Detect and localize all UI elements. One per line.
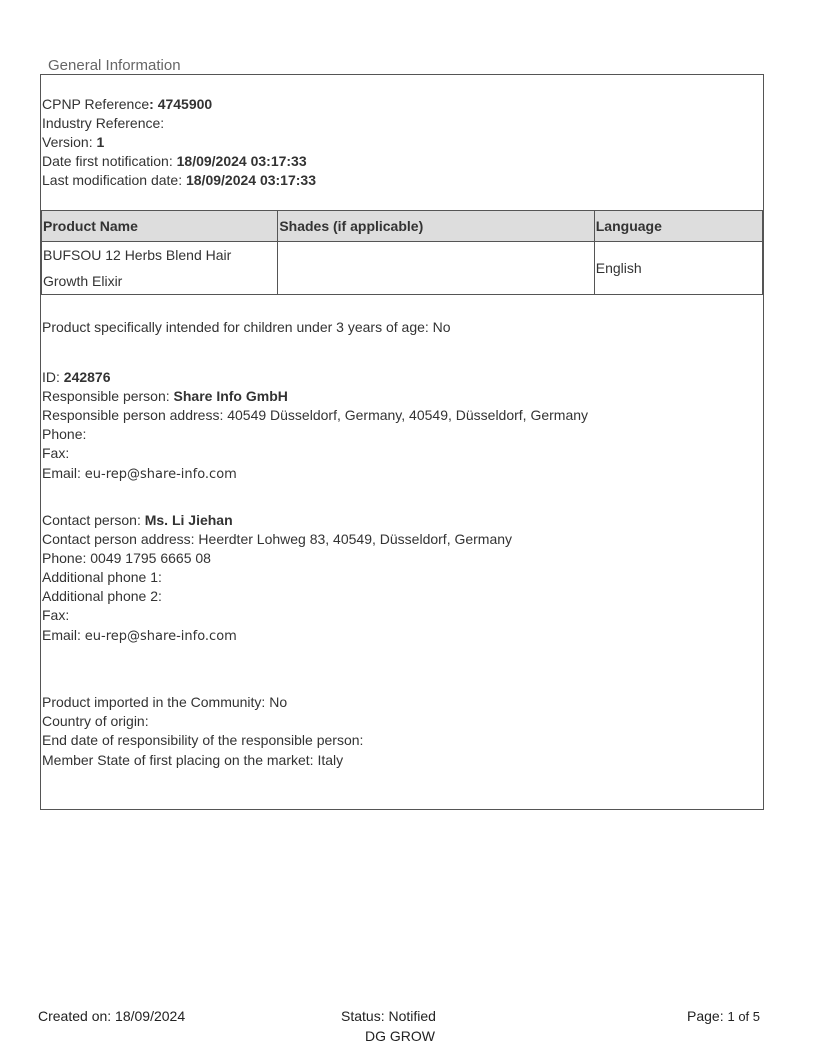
last-mod-label: Last modification date:: [42, 172, 186, 188]
contact-email-link[interactable]: eu-rep@share-info.com: [84, 629, 237, 644]
header-product-name: Product Name: [42, 211, 278, 242]
contact-email-label: Email:: [42, 627, 85, 643]
page-value: 1 of 5: [727, 1009, 761, 1024]
member-state-first-placing: Member State of first placing on the market: Italy: [42, 752, 344, 768]
cell-product-name: BUFSOU 12 Herbs Blend Hair Growth Elixir: [42, 242, 278, 295]
footer-organization: DG GROW: [365, 1028, 435, 1044]
responsible-phone: Phone:: [42, 426, 87, 442]
last-mod-value: 18/09/2024 03:17:33: [185, 172, 316, 188]
contact-phone: Phone: 0049 1795 6665 08: [42, 550, 211, 566]
responsible-person-label: Responsible person:: [42, 388, 174, 404]
children-under-3: Product specifically intended for children under 3 years of age: No: [42, 319, 451, 335]
contact-additional-phone-2: Additional phone 2:: [42, 588, 162, 604]
responsible-email: [42, 464, 237, 484]
responsible-person: [42, 387, 288, 406]
industry-reference: Industry Reference:: [42, 115, 165, 131]
responsible-id: [42, 368, 111, 387]
header-language: Language: [594, 211, 762, 242]
first-notif-value: 18/09/2024 03:17:33: [176, 153, 307, 169]
contact-person-label: Contact person:: [42, 512, 145, 528]
contact-address: Contact person address: Heerdter Lohweg 83, 40549, Düsseldorf, Germany: [42, 531, 513, 547]
version-label: Version:: [42, 134, 97, 150]
table-row: [42, 242, 763, 295]
page-label: Page:: [687, 1008, 728, 1024]
contact-fax: Fax:: [42, 607, 70, 623]
version-value: 1: [96, 134, 105, 150]
cpnp-value: : 4745900: [149, 96, 213, 112]
cpnp-label: CPNP Reference: [42, 96, 150, 112]
id-label: ID:: [42, 369, 64, 385]
header-shades: Shades (if applicable): [278, 211, 594, 242]
first-notif-label: Date first notification:: [42, 153, 177, 169]
responsible-person-value: Share Info GmbH: [173, 388, 288, 404]
footer-created-on: Created on: 18/09/2024: [38, 1008, 186, 1024]
footer-status: Status: Notified: [341, 1008, 436, 1024]
responsible-email-link[interactable]: eu-rep@share-info.com: [84, 467, 237, 482]
responsible-fax: Fax:: [42, 445, 70, 461]
product-table: [41, 210, 763, 295]
version: [42, 133, 104, 152]
footer-page-number: [687, 1008, 760, 1024]
responsible-email-label: Email:: [42, 465, 85, 481]
contact-person: [42, 511, 233, 530]
contact-person-value: Ms. Li Jiehan: [144, 512, 233, 528]
general-info-box: [40, 74, 764, 810]
table-header-row: [42, 211, 763, 242]
responsible-address: Responsible person address: 40549 Düsseldorf, Germany, 40549, Düsseldorf, Germany: [42, 407, 589, 423]
product-imported: Product imported in the Community: No: [42, 694, 288, 710]
id-value: 242876: [63, 369, 111, 385]
section-title: General Information: [48, 57, 181, 74]
date-first-notification: [42, 152, 307, 171]
end-date-responsibility: End date of responsibility of the responsible person:: [42, 732, 364, 748]
contact-email: [42, 626, 237, 646]
last-modification-date: [42, 171, 316, 190]
country-of-origin: Country of origin:: [42, 713, 149, 729]
contact-additional-phone-1: Additional phone 1:: [42, 569, 162, 585]
cell-language: English: [594, 242, 762, 295]
cell-shades: [278, 242, 594, 295]
cpnp-reference: [42, 95, 212, 114]
